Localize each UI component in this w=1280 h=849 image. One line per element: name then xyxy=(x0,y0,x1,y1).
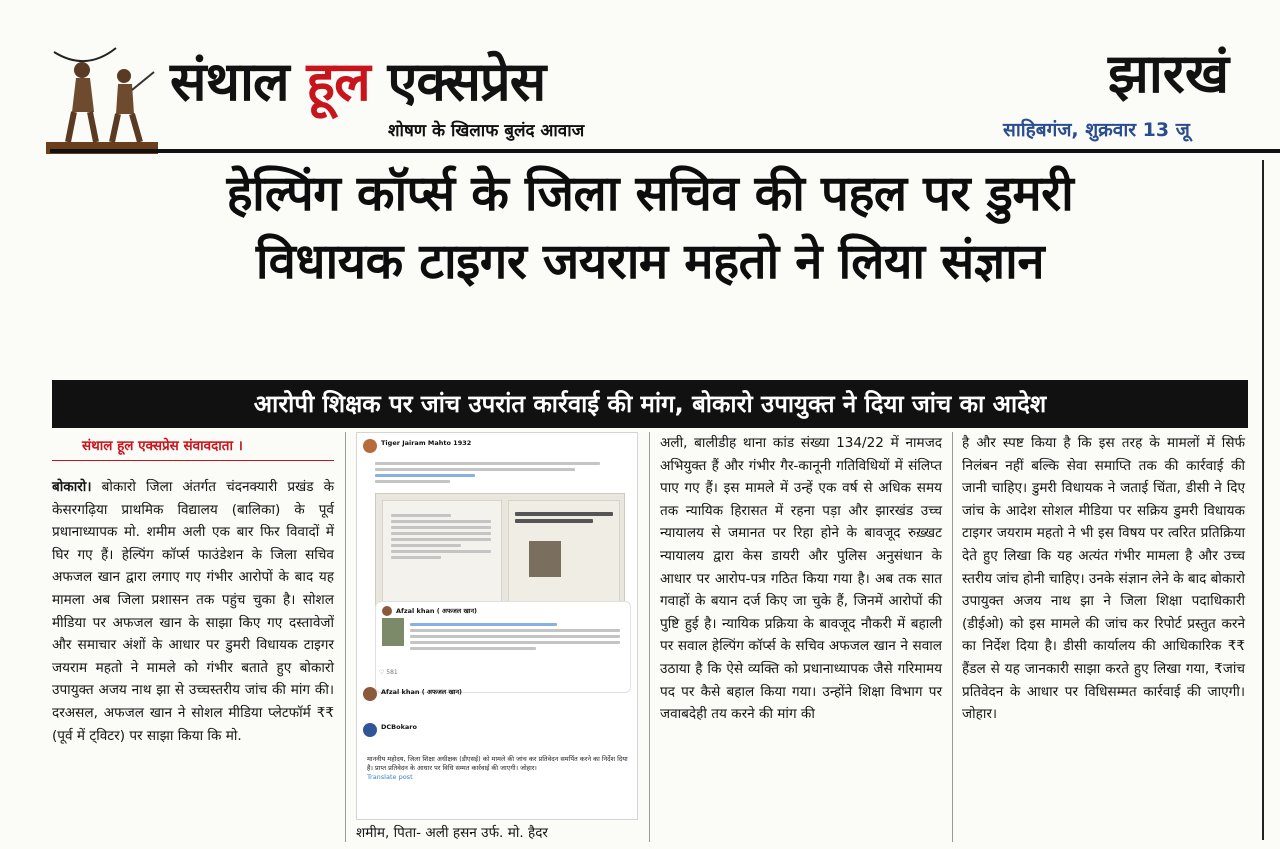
article-column-3: अली, बालीडीह थाना कांड संख्या 134/22 में नामजद अभियुक्त हैं और गंभीर गैर-कानूनी गतिविधियों में संलिप्त पाए गए हैं। इस मामले में उन्हें एक वर्ष से अधिक समय तक न्यायिक हिरासत में रहना पड़ा और झारखंड उच्च न्यायालय से जमानत पर रिहा होने के बावजूद रुख़्खट न्यायालय द्वारा केस डायरी और पुलिस अनुसंधान के आधार पर आरोप-पत्र गठित किया गया है। अब तक सात गवाहों के बयान दर्ज किए जा चुके हैं, जिनमें आरोपों की पुष्टि हुई है। न्यायिक प्रक्रिया के बावजूद नौकरी में बहाली पर सवाल हेल्पिंग कॉर्प्स के सचिव अफजल खान ने सवाल उठाया है कि ऐसे व्यक्ति को प्रधानाध्यापक जैसे गरिमामय पद पर कैसे बहाल किया गया। उन्होंने शिक्षा विभाग पर जवाबदेही तय करने की मांग की xyxy=(660,435,942,723)
dateline: साहिबगंज, शुक्रवार 13 जू xyxy=(1003,119,1190,141)
subhead: आरोपी शिक्षक पर जांच उपरांत कार्रवाई की मांग, बोकारो उपायुक्त ने दिया जांच का आदेश xyxy=(253,390,1047,418)
dc-reply-text: माननीय महोदय, जिला शिक्षा अधीक्षक (डीएसई) को मामले की जांच कर प्रतिवेदन समर्पित करने का निर्देश दिया है। प्राप्त प्रतिवेदन के आधार पर विधि सम्मत कार्रवाई की जाएगी। जोहार। Translate post xyxy=(367,755,628,781)
tweet-screenshot-image xyxy=(356,432,638,820)
headline-line-1: हेल्पिंग कॉर्प्स के जिला सचिव की पहल पर डुमरी xyxy=(226,165,1074,222)
right-column-rule xyxy=(1262,160,1264,840)
state-name: झारखं xyxy=(1108,42,1230,105)
avatar xyxy=(382,606,392,616)
column-divider xyxy=(345,432,346,842)
tweet-user-4: DCBokaro xyxy=(381,723,417,731)
avatar xyxy=(363,439,377,453)
headline-line-2: विधायक टाइगर जयराम महतो ने लिया संज्ञान xyxy=(255,233,1045,290)
article-column-4: है और स्पष्ट किया है कि इस तरह के मामलों में सिर्फ निलंबन नहीं बल्कि सेवा समाप्ति तक की कार्रवाई की जानी चाहिए। डुमरी विधायक ने जताई चिंता, डीसी ने दिए जांच के आदेश सोशल मीडिया पर सक्रिय डुमरी विधायक टाइगर जयराम महतो ने भी इस विषय पर त्वरित प्रतिक्रिया देते हुए लिखा कि यह अत्यंत गंभीर मामला है और उच्च स्तरीय जांच होनी चाहिए। उनके संज्ञान लेने के बाद बोकारो उपायुक्त अजय नाथ झा ने जिला शिक्षा पदाधिकारी (डीईओ) को इस मामले की जांच कर रिपोर्ट प्रस्तुत करने का निर्देश दिया है। डीसी कार्यालय की आधिकारिक ₹₹ हैंडल से यह जानकारी साझा करते हुए लिखा गया, ₹जांच प्रतिवेदन के आधार पर विधिसम्मत कार्रवाई की जाएगी। जोहार। xyxy=(962,435,1245,723)
avatar xyxy=(363,687,377,701)
paper-name: संथाल हूल एक्सप्रेस xyxy=(170,50,546,113)
tweet-body-lines xyxy=(375,459,625,486)
tweet-user-2: Afzal khan ( अफजल खान) xyxy=(396,607,478,615)
byline-rule xyxy=(52,460,334,461)
quoted-tweet xyxy=(375,601,631,693)
tweet-user-3: Afzal khan ( अफजल खान) xyxy=(381,688,463,696)
column-1-text: बोकारो जिला अंतर्गत चंदनक्यारी प्रखंड के केसरगढ़िया प्राथमिक विद्यालय (बालिका) के पूर्व प्रधानाध्यापक मो. शमीम अली एक बार फिर विवादों में घिर गए हैं। हेल्पिंग कॉर्प्स फाउंडेशन के जिला सचिव अफजल खान द्वारा लगाए गए गंभीर आरोपों के बाद यह मामला अब जिला प्रशासन तक पहुंच चुका है। सोशल मीडिया पर अफजल खान के साझा किए गए दस्तावेजों और समाचार अंशों के आधार पर डुमरी विधायक टाइगर जयराम महतो ने मामले को गंभीर बताते हुए बोकारो उपायुक्त अजय नाथ झा से उच्चस्तरीय जांच की मांग की। दरअसल, अफजल खान ने सोशल मीडिया प्लेटफॉर्म ₹₹ (पूर्व में ट्विटर) पर साझा किया कि मो. xyxy=(52,479,335,744)
column-2-text: शमीम, पिता- अली हसन उर्फ. मो. हैदर xyxy=(356,825,548,841)
tweet-stats: ♡ 581 xyxy=(379,669,398,676)
column-divider xyxy=(952,432,953,842)
paper-tagline: शोषण के खिलाफ बुलंद आवाज xyxy=(388,121,585,141)
headline xyxy=(55,160,1245,296)
tweet-header-4 xyxy=(363,723,631,737)
translate-link: Translate post xyxy=(367,773,413,781)
article-column-1 xyxy=(52,476,334,747)
tweet-user-1: Tiger Jairam Mahto 1932 xyxy=(381,439,472,447)
clipping-photo xyxy=(529,541,561,577)
tweet-header-3 xyxy=(363,687,631,701)
byline: संथाल हूल एक्सप्रेस संवावदाता । xyxy=(82,438,243,454)
santhal-warrior-logo xyxy=(46,42,158,154)
quoted-photo xyxy=(382,618,404,646)
avatar xyxy=(363,723,377,737)
column-divider xyxy=(649,432,650,842)
tweet-header-1 xyxy=(363,439,631,453)
masthead-rule xyxy=(50,149,1280,153)
lead-word: बोकारो। xyxy=(52,479,92,495)
